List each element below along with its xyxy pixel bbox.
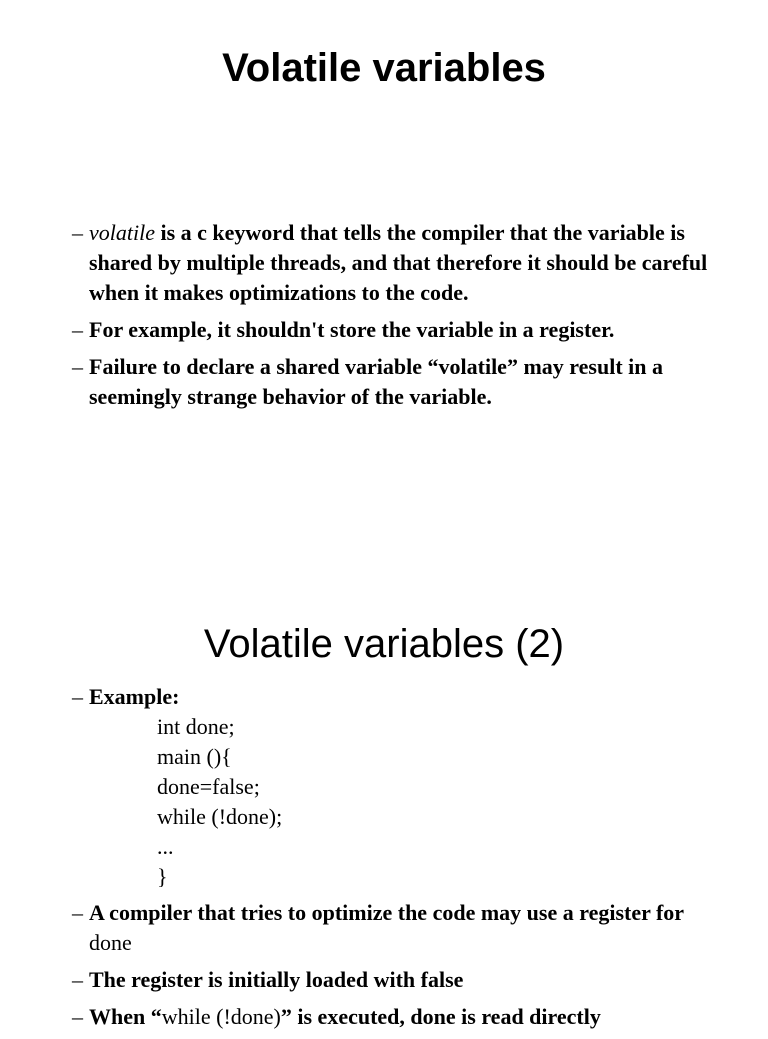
bullet-dash: – [72,684,83,709]
bullet-compiler-register [72,898,722,958]
code-line: done=false; [157,774,260,799]
bullet-dash: – [72,317,83,342]
slide1-title: Volatile variables [222,46,546,90]
code-line: int done; [157,714,235,739]
code-line: while (!done); [157,804,283,829]
code-line: ... [157,834,174,859]
bullet-while-executed [72,1002,722,1032]
bullet-text: Failure to declare a shared variable “volatile” may result in a seemingly strange behavior of the variable. [89,354,663,409]
bullet-dash: – [72,220,83,245]
bullet-register-example [72,315,722,345]
bullet-dash: – [72,900,83,925]
bullet-text: is a c keyword that tells the compiler that the variable is shared by multiple threads, and that therefore it should be careful when it makes optimizations to the code. [89,220,708,305]
bullet-dash: – [72,967,83,992]
bullet-failure-warning [72,352,722,412]
bullet-text: The register is initially loaded with false [89,967,464,992]
slide2-title: Volatile variables (2) [203,622,565,666]
code-snippet [157,712,282,892]
slide1-bullet-list [72,218,722,419]
code-line: } [157,864,168,889]
bullet-text: ” is executed, done is read directly [280,1004,601,1029]
example-label: Example: [89,684,180,709]
bullet-text: When “ [89,1004,162,1029]
inline-code-while: while (!done) [161,1004,281,1029]
bullet-text: For example, it shouldn't store the variable in a register. [89,317,615,342]
bullet-dash: – [72,1004,83,1029]
volatile-keyword: volatile [89,220,155,245]
bullet-register-initial [72,965,722,995]
code-line: main (){ [157,744,232,769]
bullet-dash: – [72,354,83,379]
bullet-example-label [72,682,722,712]
bullet-volatile-definition [72,218,722,308]
slide2-bullet-list [72,898,722,1039]
inline-code-done: done [89,930,132,955]
bullet-text: A compiler that tries to optimize the code may use a register for [89,900,684,925]
